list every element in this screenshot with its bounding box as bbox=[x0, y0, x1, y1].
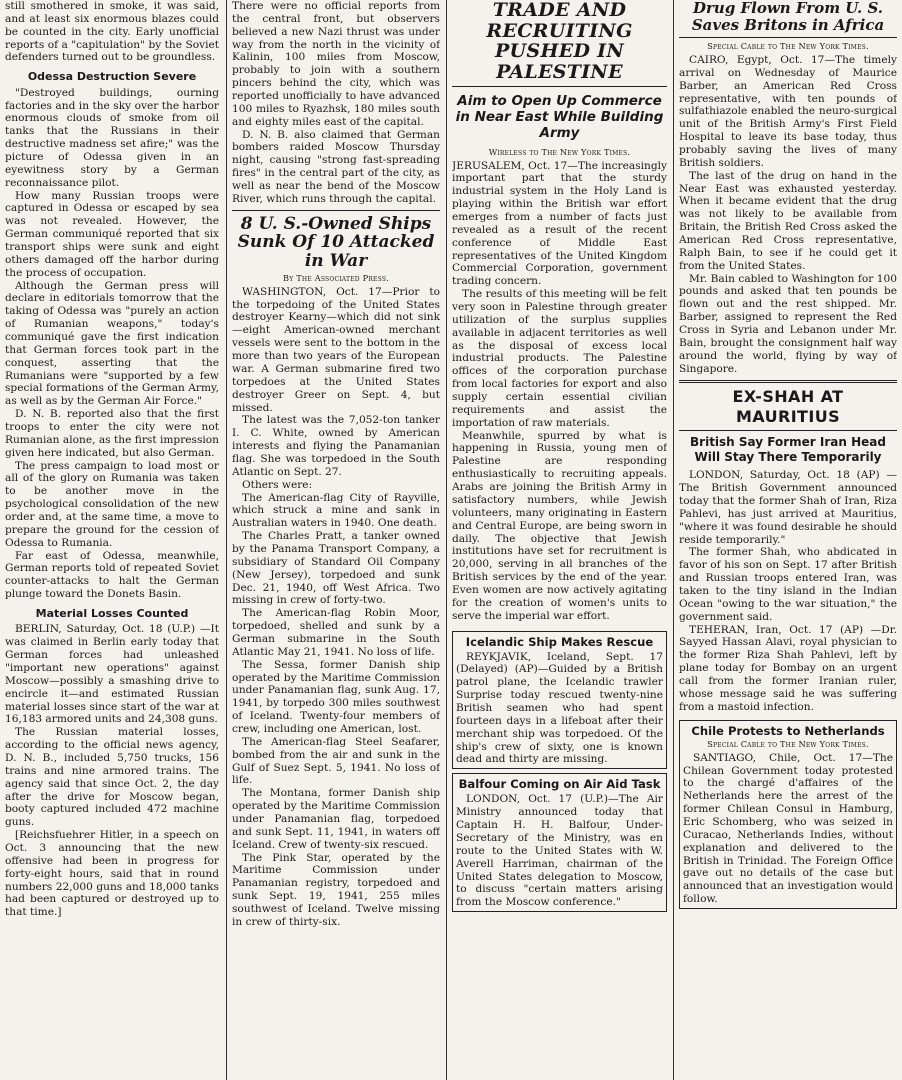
palestine-headline: TRADE AND RECRUITING PUSHED IN PALESTINE bbox=[486, 0, 633, 83]
col4-para: SANTIAGO, Chile, Oct. 17—The Chilean Government today protested to the chargé d'affaires of the Netherlands here the arrest of the former Chilean Consul in Hamburg, Eric Schomberg, who was seized in Curacao, Netherlands Indies, without explanation and delivered to the British in Trinidad. The Foreign Office gave out no details of the case but announced that an investigation would follow. bbox=[683, 751, 893, 906]
headline-rule bbox=[452, 86, 667, 87]
chile-credit: Special Cable to The New York Times. bbox=[707, 738, 869, 749]
headline-rule bbox=[679, 37, 897, 38]
col1-para: The press campaign to load most or all of the glory on Rumania was taken to be another move in the psychological consolidation of the new order and, at the same time, a move to prepare the ground for the cession of Odessa to Rumania. bbox=[5, 459, 219, 549]
col1-para: BERLIN, Saturday, Oct. 18 (U.P.) —It was claimed in Berlin early today that German forces had unleashed "important new operations" against Moscow—possibly a smashing drive to encircle it—and estimated Russian material losses since start of the war at 16,183 armored units and 24,308 guns. bbox=[5, 623, 219, 726]
column-3 bbox=[452, 0, 667, 1080]
col2-para: The American-flag Robin Moor, torpedoed, shelled and sunk by a German submarine in the South Atlantic May 21, 1941. No loss of life. bbox=[232, 607, 440, 658]
col3-para: Meanwhile, spurred by what is happening in Russia, young men of Palestine are responding enthusiastically to recruiting appeals. Arabs are joining the British Army in satisfactory numbers, while Jewish volunteers, many originating in Eastern and Central Europe, are being sworn in daily. The objective that Jewish institutions have set for recruitment is 20,000, serving in all branches of the British services by the end of the year. Even women are now actively agitating for the creation of women's units to serve the imperial war effort. bbox=[452, 429, 667, 622]
col1-intro: still smothered in smoke, it was said, and at least six enormous blazes could be counted in the city. Early unofficial reports of a "capitulation" by the Soviet defenders turned out to be groundless. bbox=[5, 0, 219, 64]
col1-para: "Destroyed buildings, ourning factories and in the sky over the harbor enormous clouds of smoke from oil tanks that the Russians in their destructive madness set afire;" was the picture of Odessa given in an eyewitness story by a German reconnaissance pilot. bbox=[5, 86, 219, 189]
section-rule bbox=[679, 380, 897, 383]
vertical-rule-1 bbox=[226, 0, 227, 1080]
col4-para: The former Shah, who abdicated in favor of his son on Sept. 17 after British and Russian troops entered Iran, was taken to the tiny island in the Indian Ocean "owing to the war situation," the government said. bbox=[679, 546, 897, 623]
col4-para: CAIRO, Egypt, Oct. 17—The timely arrival on Wednesday of Maurice Barber, an American Red Cross representative, with ten pounds of sulfathiazole enabled the neuro-surgical unit of the British Army's First Field Hospital to leave its base today, thus probably saving the lives of many British soldiers. bbox=[679, 53, 897, 169]
col2-para: The Charles Pratt, a tanker owned by the Panama Transport Company, a subsidiary of Standard Oil Company (New Jersey), torpedoed and sunk Dec. 21, 1940, off West Africa. Two missing in crew of forty-two. bbox=[232, 530, 440, 607]
col2-para: The American-flag Steel Seafarer, bombed from the air and sunk in the Gulf of Suez Sept. 5, 1941. No loss of life. bbox=[232, 735, 440, 787]
col1-para: How many Russian troops were captured in Odessa or escaped by sea was not revealed. However, the German communiqué reported that six transport ships were sunk and eight others damaged off the harbor during the process of occupation. bbox=[5, 189, 219, 279]
material-subhead: Material Losses Counted bbox=[35, 607, 189, 621]
col4-para: LONDON, Saturday, Oct. 18 (AP) —The British Government announced today that the former Shah of Iran, Riza Pahlevi, has just arrived at Mauritius, "where it was found desirable he should reside temporarily." bbox=[679, 469, 897, 546]
chile-headline: Chile Protests to Netherlands bbox=[691, 723, 885, 738]
palestine-deck: Aim to Open Up Commerce in Near East While Building Army bbox=[455, 93, 664, 142]
col2-para: The Montana, former Danish ship operated by the Maritime Commission under Panamanian flag, torpedoed and sunk Sept. 11, 1941, in waters off Iceland. Crew of twenty-six rescued. bbox=[232, 787, 440, 851]
column-2 bbox=[232, 0, 440, 1080]
drug-credit: Special Cable to The New York Times. bbox=[707, 41, 869, 51]
iceland-box bbox=[452, 631, 667, 770]
headline-rule bbox=[679, 430, 897, 431]
col3-para: The results of this meeting will be felt very soon in Palestine through greater utilization of the surplus supplies available in adjacent territories as well as the disposal of excess local industrial products. The Palestine offices of the corporation purchase from local factories for export and also supply certain essential civilian requirements and assist the importation of raw materials. bbox=[452, 288, 667, 429]
palestine-credit: Wireless to The New York Times. bbox=[488, 146, 631, 157]
col2-para: There were no official reports from the central front, but observers believed a new Nazi thrust was under way from the north in the vicinity of Kalinin, 100 miles from Moscow, probably to join with a southern pincers behind the city, which was reported unofficially to have advanced 100 miles to Ryazhsk, 180 miles south and eighty miles east of the capital. bbox=[232, 0, 440, 128]
col2-para: D. N. B. also claimed that German bombers raided Moscow Thursday night, causing "strong fast-spreading fires" in the central part of the city, as well as near the bend of the Moscow River, which runs through the capital. bbox=[232, 128, 440, 205]
col2-para: The Sessa, former Danish ship operated by the Maritime Commission under Panamanian flag, sunk Aug. 17, 1941, by torpedo 300 miles southwest of Iceland. Twenty-four members of crew, including one American, lost. bbox=[232, 658, 440, 735]
col2-para: The American-flag City of Rayville, which struck a mine and sank in Australian waters in 1940. One death. bbox=[232, 491, 440, 530]
balfour-box bbox=[452, 773, 667, 912]
col1-para: Although the German press will declare in editorials tomorrow that the taking of Odessa was "purely an action of Rumanian weapons," today's communiqué gave the first indication that German forces took part in the conquest, asserting that the Rumanians were "supported by a few special formations of the German Army, as well as by the German Air Force." bbox=[5, 279, 219, 408]
col1-para: [Reichsfuehrer Hitler, in a speech on Oct. 3 announcing that the new offensive had been in progress for forty-eight hours, said that in round numbers 22,000 guns and 18,000 tanks had been captured or destroyed up to that time.] bbox=[5, 829, 219, 919]
col1-para: The Russian material losses, according to the official news agency, D. N. B., included 5,750 trucks, 156 trains and nine armored trains. The agency said that since Oct. 2, the day after the drive for Moscow began, booty captured included 472 machine guns. bbox=[5, 726, 219, 829]
col3-para: JERUSALEM, Oct. 17—The increasingly important part that the sturdy industrial system in the Holy Land is playing within the British war effort emerges from a number of facts just revealed as a result of the recent conference of Middle East representatives of the United Kingdom Commercial Corporation, government trading concern. bbox=[452, 159, 667, 288]
column-4 bbox=[679, 0, 897, 1080]
col3-para: REYKJAVIK, Iceland, Sept. 17 (Delayed) (AP)—Guided by a British patrol plane, the Icelandic trawler Surprise today rescued twenty-nine British seamen who had spent fourteen days in a lifeboat after their merchant ship was torpedoed. Of the ship's crew of sixty, one is known dead and thirty are missing. bbox=[456, 650, 663, 766]
ships-credit: By The Associated Press. bbox=[283, 272, 389, 283]
col2-para: Others were: bbox=[242, 478, 313, 491]
iceland-headline: Icelandic Ship Makes Rescue bbox=[465, 634, 654, 649]
vertical-rule-2 bbox=[446, 0, 447, 1080]
col1-para: D. N. B. reported also that the first troops to enter the city were not Rumanian alone, as the first impression given here indicated, but also German. bbox=[5, 408, 219, 459]
story-divider bbox=[232, 210, 440, 211]
chile-box bbox=[679, 720, 897, 909]
odessa-subhead: Odessa Destruction Severe bbox=[27, 70, 197, 84]
col2-para: The latest was the 7,052-ton tanker I. C. White, owned by American interests and flying the Panamanian flag. She was torpedoed in the South Atlantic on Sept. 27. bbox=[232, 414, 440, 478]
ships-headline: 8 U. S.-Owned Ships Sunk Of 10 Attacked in War bbox=[237, 213, 435, 272]
balfour-headline: Balfour Coming on Air Aid Task bbox=[458, 777, 661, 792]
column-1 bbox=[5, 0, 219, 1080]
col3-para: LONDON, Oct. 17 (U.P.)—The Air Ministry announced today that Captain H. H. Balfour, Under-Secretary of the Ministry, was en route to the United States with W. Averell Harriman, chairman of the United States delegation to Moscow, to discuss "certain matters arising from the Moscow conference." bbox=[456, 793, 663, 909]
shah-headline: EX-SHAH AT MAURITIUS bbox=[732, 387, 844, 426]
col2-para: The Pink Star, operated by the Maritime Commission under Panamanian registry, torpedoed and sunk Sept. 19, 1941, 255 miles southwest of Iceland. Twelve missing in crew of thirty-six. bbox=[232, 851, 440, 928]
vertical-rule-3 bbox=[673, 0, 674, 1080]
col1-para: Far east of Odessa, meanwhile, German reports told of repeated Soviet counter-attacks to halt the German plunge toward the Donets Basin. bbox=[5, 549, 219, 601]
shah-deck: British Say Former Iran Head Will Stay There Temporarily bbox=[690, 435, 886, 465]
col2-para: WASHINGTON, Oct. 17—Prior to the torpedoing of the United States destroyer Kearny—which did not sink—eight American-owned merchant vessels were sent to the bottom in the more than two years of the European war. A German submarine fired two torpedoes at the United States destroyer Greer on Sept. 4, but missed. bbox=[232, 285, 440, 414]
col4-para: Mr. Bain cabled to Washington for 100 pounds and asked that ten pounds be flown out and the rest shipped. Mr. Barber, assigned to represent the Red Cross in Syria and Lebanon under Mr. Bain, brought the consignment half way around the world, flying by way of Singapore. bbox=[679, 272, 897, 375]
col4-para: The last of the drug on hand in the Near East was exhausted yesterday. When it became evident that the drug was not likely to be available from Britain, the British Red Cross asked the American Red Cross representative, Ralph Bain, to see if he could get it from the United States. bbox=[679, 169, 897, 272]
drug-headline: Drug Flown From U. S. Saves Britons in Africa bbox=[691, 0, 885, 34]
col4-para: TEHERAN, Iran, Oct. 17 (AP) —Dr. Sayyed Hassan Alavi, royal physician to the former Riza Shah Pahlevi, left by plane today for Bombay on an urgent call from the former Iranian ruler, whose message said he was suffering from a mastoid infection. bbox=[679, 623, 897, 713]
